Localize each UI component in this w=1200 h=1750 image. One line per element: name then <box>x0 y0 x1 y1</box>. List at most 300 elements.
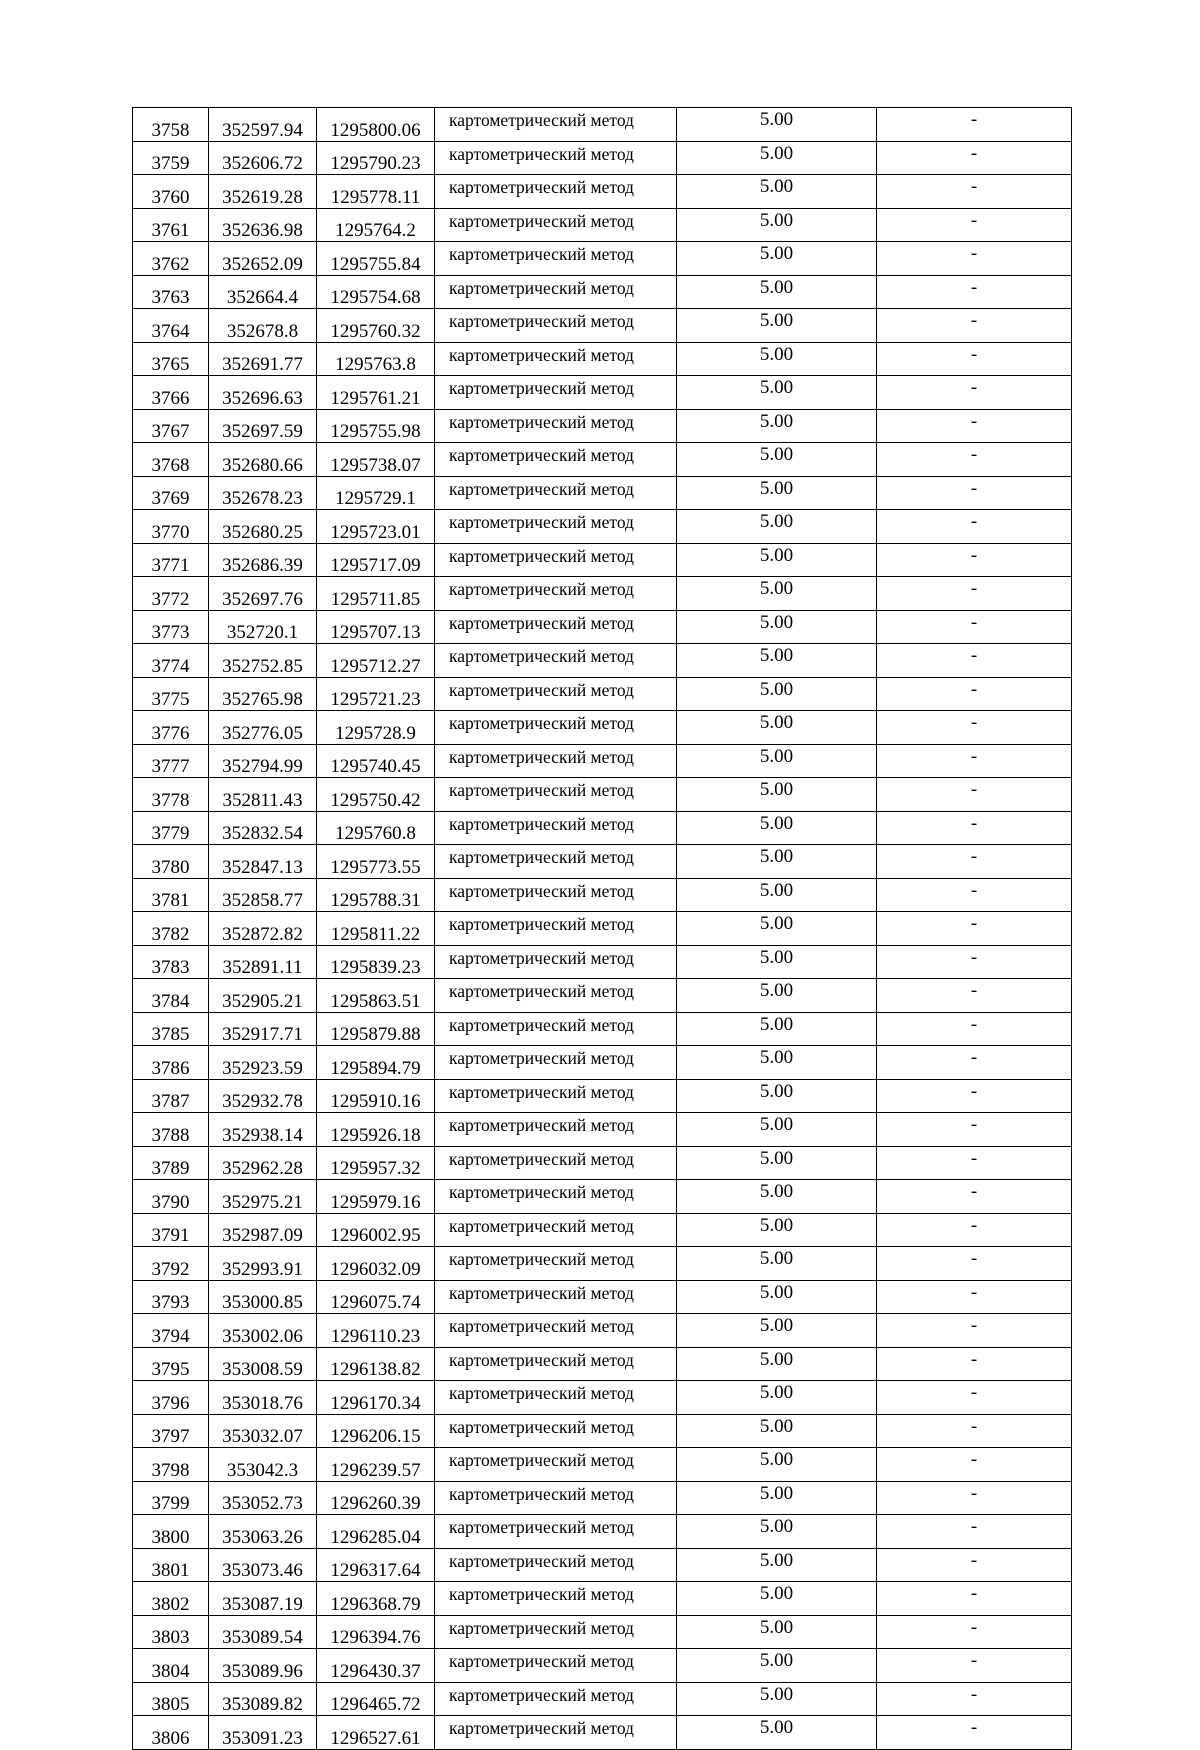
method-cell: картометрический метод <box>435 175 677 209</box>
method-cell: картометрический метод <box>435 1247 677 1281</box>
x-coordinate-cell: 352832.54 <box>209 811 317 845</box>
method-cell: картометрический метод <box>435 1481 677 1515</box>
y-coordinate-cell: 1295755.84 <box>317 242 435 276</box>
x-coordinate-cell: 352686.39 <box>209 543 317 577</box>
note-cell: - <box>877 1582 1072 1616</box>
point-number-cell: 3785 <box>133 1012 209 1046</box>
y-coordinate-cell: 1295723.01 <box>317 510 435 544</box>
table-row <box>133 845 1072 879</box>
method-cell: картометрический метод <box>435 1079 677 1113</box>
method-cell: картометрический метод <box>435 677 677 711</box>
accuracy-cell: 5.00 <box>677 1079 877 1113</box>
x-coordinate-cell: 352619.28 <box>209 175 317 209</box>
table-row <box>133 644 1072 678</box>
method-cell: картометрический метод <box>435 409 677 443</box>
accuracy-cell: 5.00 <box>677 309 877 343</box>
table-row <box>133 443 1072 477</box>
method-cell: картометрический метод <box>435 811 677 845</box>
y-coordinate-cell: 1295788.31 <box>317 878 435 912</box>
x-coordinate-cell: 352905.21 <box>209 979 317 1013</box>
accuracy-cell: 5.00 <box>677 275 877 309</box>
table-row <box>133 1649 1072 1683</box>
table-row <box>133 409 1072 443</box>
x-coordinate-cell: 352720.1 <box>209 610 317 644</box>
x-coordinate-cell: 353089.54 <box>209 1615 317 1649</box>
note-cell: - <box>877 409 1072 443</box>
point-number-cell: 3788 <box>133 1113 209 1147</box>
x-coordinate-cell: 352794.99 <box>209 744 317 778</box>
x-coordinate-cell: 353089.82 <box>209 1682 317 1716</box>
x-coordinate-cell: 352765.98 <box>209 677 317 711</box>
y-coordinate-cell: 1295712.27 <box>317 644 435 678</box>
x-coordinate-cell: 352691.77 <box>209 342 317 376</box>
point-number-cell: 3803 <box>133 1615 209 1649</box>
point-number-cell: 3795 <box>133 1347 209 1381</box>
point-number-cell: 3774 <box>133 644 209 678</box>
point-number-cell: 3802 <box>133 1582 209 1616</box>
accuracy-cell: 5.00 <box>677 1113 877 1147</box>
note-cell: - <box>877 309 1072 343</box>
x-coordinate-cell: 352847.13 <box>209 845 317 879</box>
table-row <box>133 1314 1072 1348</box>
method-cell: картометрический метод <box>435 878 677 912</box>
table-row <box>133 342 1072 376</box>
table-row <box>133 744 1072 778</box>
point-number-cell: 3763 <box>133 275 209 309</box>
accuracy-cell: 5.00 <box>677 376 877 410</box>
table-row <box>133 577 1072 611</box>
point-number-cell: 3789 <box>133 1146 209 1180</box>
table-row <box>133 1113 1072 1147</box>
x-coordinate-cell: 352680.25 <box>209 510 317 544</box>
method-cell: картометрический метод <box>435 1381 677 1415</box>
point-number-cell: 3797 <box>133 1414 209 1448</box>
x-coordinate-cell: 353052.73 <box>209 1481 317 1515</box>
point-number-cell: 3772 <box>133 577 209 611</box>
note-cell: - <box>877 979 1072 1013</box>
x-coordinate-cell: 352917.71 <box>209 1012 317 1046</box>
note-cell: - <box>877 1381 1072 1415</box>
accuracy-cell: 5.00 <box>677 1414 877 1448</box>
method-cell: картометрический метод <box>435 141 677 175</box>
table-row <box>133 1682 1072 1716</box>
note-cell: - <box>877 108 1072 142</box>
method-cell: картометрический метод <box>435 242 677 276</box>
table-row <box>133 1716 1072 1750</box>
point-number-cell: 3806 <box>133 1716 209 1750</box>
y-coordinate-cell: 1295738.07 <box>317 443 435 477</box>
x-coordinate-cell: 352664.4 <box>209 275 317 309</box>
x-coordinate-cell: 353073.46 <box>209 1548 317 1582</box>
note-cell: - <box>877 376 1072 410</box>
method-cell: картометрический метод <box>435 543 677 577</box>
accuracy-cell: 5.00 <box>677 342 877 376</box>
note-cell: - <box>877 778 1072 812</box>
accuracy-cell: 5.00 <box>677 1280 877 1314</box>
point-number-cell: 3787 <box>133 1079 209 1113</box>
point-number-cell: 3764 <box>133 309 209 343</box>
y-coordinate-cell: 1295879.88 <box>317 1012 435 1046</box>
note-cell: - <box>877 1180 1072 1214</box>
method-cell: картометрический метод <box>435 610 677 644</box>
y-coordinate-cell: 1295800.06 <box>317 108 435 142</box>
table-row <box>133 275 1072 309</box>
point-number-cell: 3771 <box>133 543 209 577</box>
note-cell: - <box>877 744 1072 778</box>
note-cell: - <box>877 543 1072 577</box>
y-coordinate-cell: 1295711.85 <box>317 577 435 611</box>
note-cell: - <box>877 175 1072 209</box>
method-cell: картометрический метод <box>435 979 677 1013</box>
coordinates-table <box>132 107 1072 1750</box>
accuracy-cell: 5.00 <box>677 1012 877 1046</box>
method-cell: картометрический метод <box>435 1280 677 1314</box>
y-coordinate-cell: 1295760.32 <box>317 309 435 343</box>
point-number-cell: 3790 <box>133 1180 209 1214</box>
point-number-cell: 3759 <box>133 141 209 175</box>
point-number-cell: 3786 <box>133 1046 209 1080</box>
table-row <box>133 912 1072 946</box>
method-cell: картометрический метод <box>435 108 677 142</box>
method-cell: картометрический метод <box>435 1682 677 1716</box>
accuracy-cell: 5.00 <box>677 1649 877 1683</box>
accuracy-cell: 5.00 <box>677 208 877 242</box>
accuracy-cell: 5.00 <box>677 1314 877 1348</box>
accuracy-cell: 5.00 <box>677 510 877 544</box>
table-row <box>133 878 1072 912</box>
x-coordinate-cell: 352752.85 <box>209 644 317 678</box>
table-row <box>133 1548 1072 1582</box>
x-coordinate-cell: 352923.59 <box>209 1046 317 1080</box>
x-coordinate-cell: 352652.09 <box>209 242 317 276</box>
accuracy-cell: 5.00 <box>677 1046 877 1080</box>
method-cell: картометрический метод <box>435 711 677 745</box>
note-cell: - <box>877 878 1072 912</box>
point-number-cell: 3783 <box>133 945 209 979</box>
accuracy-cell: 5.00 <box>677 1347 877 1381</box>
y-coordinate-cell: 1295707.13 <box>317 610 435 644</box>
note-cell: - <box>877 1548 1072 1582</box>
x-coordinate-cell: 352697.59 <box>209 409 317 443</box>
method-cell: картометрический метод <box>435 1314 677 1348</box>
note-cell: - <box>877 1481 1072 1515</box>
method-cell: картометрический метод <box>435 476 677 510</box>
y-coordinate-cell: 1295811.22 <box>317 912 435 946</box>
y-coordinate-cell: 1296170.34 <box>317 1381 435 1415</box>
method-cell: картометрический метод <box>435 1347 677 1381</box>
x-coordinate-cell: 352597.94 <box>209 108 317 142</box>
point-number-cell: 3801 <box>133 1548 209 1582</box>
y-coordinate-cell: 1296527.61 <box>317 1716 435 1750</box>
point-number-cell: 3767 <box>133 409 209 443</box>
method-cell: картометрический метод <box>435 845 677 879</box>
accuracy-cell: 5.00 <box>677 1213 877 1247</box>
accuracy-cell: 5.00 <box>677 945 877 979</box>
table-row <box>133 376 1072 410</box>
x-coordinate-cell: 352932.78 <box>209 1079 317 1113</box>
point-number-cell: 3779 <box>133 811 209 845</box>
y-coordinate-cell: 1296465.72 <box>317 1682 435 1716</box>
point-number-cell: 3793 <box>133 1280 209 1314</box>
y-coordinate-cell: 1295761.21 <box>317 376 435 410</box>
point-number-cell: 3794 <box>133 1314 209 1348</box>
y-coordinate-cell: 1296138.82 <box>317 1347 435 1381</box>
accuracy-cell: 5.00 <box>677 610 877 644</box>
x-coordinate-cell: 353018.76 <box>209 1381 317 1415</box>
y-coordinate-cell: 1295910.16 <box>317 1079 435 1113</box>
point-number-cell: 3780 <box>133 845 209 879</box>
x-coordinate-cell: 353089.96 <box>209 1649 317 1683</box>
y-coordinate-cell: 1295760.8 <box>317 811 435 845</box>
point-number-cell: 3770 <box>133 510 209 544</box>
table-row <box>133 175 1072 209</box>
note-cell: - <box>877 1615 1072 1649</box>
y-coordinate-cell: 1295750.42 <box>317 778 435 812</box>
point-number-cell: 3799 <box>133 1481 209 1515</box>
point-number-cell: 3782 <box>133 912 209 946</box>
x-coordinate-cell: 352938.14 <box>209 1113 317 1147</box>
note-cell: - <box>877 1012 1072 1046</box>
method-cell: картометрический метод <box>435 376 677 410</box>
y-coordinate-cell: 1295979.16 <box>317 1180 435 1214</box>
note-cell: - <box>877 1448 1072 1482</box>
point-number-cell: 3776 <box>133 711 209 745</box>
accuracy-cell: 5.00 <box>677 1548 877 1582</box>
x-coordinate-cell: 352987.09 <box>209 1213 317 1247</box>
accuracy-cell: 5.00 <box>677 242 877 276</box>
x-coordinate-cell: 352811.43 <box>209 778 317 812</box>
y-coordinate-cell: 1295754.68 <box>317 275 435 309</box>
note-cell: - <box>877 1414 1072 1448</box>
note-cell: - <box>877 510 1072 544</box>
point-number-cell: 3778 <box>133 778 209 812</box>
point-number-cell: 3766 <box>133 376 209 410</box>
x-coordinate-cell: 353000.85 <box>209 1280 317 1314</box>
note-cell: - <box>877 1716 1072 1750</box>
table-row <box>133 1079 1072 1113</box>
y-coordinate-cell: 1295926.18 <box>317 1113 435 1147</box>
table-row <box>133 979 1072 1013</box>
point-number-cell: 3805 <box>133 1682 209 1716</box>
note-cell: - <box>877 811 1072 845</box>
point-number-cell: 3775 <box>133 677 209 711</box>
y-coordinate-cell: 1295755.98 <box>317 409 435 443</box>
table-row <box>133 1180 1072 1214</box>
method-cell: картометрический метод <box>435 778 677 812</box>
table-row <box>133 1213 1072 1247</box>
table-row <box>133 1381 1072 1415</box>
note-cell: - <box>877 610 1072 644</box>
note-cell: - <box>877 1347 1072 1381</box>
table-row <box>133 610 1072 644</box>
method-cell: картометрический метод <box>435 1649 677 1683</box>
note-cell: - <box>877 1649 1072 1683</box>
accuracy-cell: 5.00 <box>677 1615 877 1649</box>
table-row <box>133 1448 1072 1482</box>
x-coordinate-cell: 352776.05 <box>209 711 317 745</box>
y-coordinate-cell: 1296239.57 <box>317 1448 435 1482</box>
method-cell: картометрический метод <box>435 1515 677 1549</box>
accuracy-cell: 5.00 <box>677 1146 877 1180</box>
table-row <box>133 1347 1072 1381</box>
note-cell: - <box>877 1046 1072 1080</box>
y-coordinate-cell: 1295717.09 <box>317 543 435 577</box>
note-cell: - <box>877 208 1072 242</box>
accuracy-cell: 5.00 <box>677 1381 877 1415</box>
point-number-cell: 3784 <box>133 979 209 1013</box>
y-coordinate-cell: 1295764.2 <box>317 208 435 242</box>
accuracy-cell: 5.00 <box>677 744 877 778</box>
method-cell: картометрический метод <box>435 577 677 611</box>
method-cell: картометрический метод <box>435 744 677 778</box>
note-cell: - <box>877 711 1072 745</box>
method-cell: картометрический метод <box>435 443 677 477</box>
table-row <box>133 945 1072 979</box>
note-cell: - <box>877 1280 1072 1314</box>
y-coordinate-cell: 1296394.76 <box>317 1615 435 1649</box>
x-coordinate-cell: 352872.82 <box>209 912 317 946</box>
x-coordinate-cell: 352636.98 <box>209 208 317 242</box>
accuracy-cell: 5.00 <box>677 644 877 678</box>
table-row <box>133 1414 1072 1448</box>
table-row <box>133 510 1072 544</box>
note-cell: - <box>877 275 1072 309</box>
coordinates-table-body <box>133 108 1072 1750</box>
note-cell: - <box>877 945 1072 979</box>
accuracy-cell: 5.00 <box>677 108 877 142</box>
note-cell: - <box>877 1682 1072 1716</box>
x-coordinate-cell: 353002.06 <box>209 1314 317 1348</box>
y-coordinate-cell: 1295763.8 <box>317 342 435 376</box>
method-cell: картометрический метод <box>435 309 677 343</box>
table-row <box>133 242 1072 276</box>
x-coordinate-cell: 353063.26 <box>209 1515 317 1549</box>
note-cell: - <box>877 342 1072 376</box>
method-cell: картометрический метод <box>435 1448 677 1482</box>
note-cell: - <box>877 577 1072 611</box>
table-row <box>133 1582 1072 1616</box>
x-coordinate-cell: 352606.72 <box>209 141 317 175</box>
point-number-cell: 3773 <box>133 610 209 644</box>
note-cell: - <box>877 1113 1072 1147</box>
note-cell: - <box>877 1247 1072 1281</box>
accuracy-cell: 5.00 <box>677 878 877 912</box>
y-coordinate-cell: 1295729.1 <box>317 476 435 510</box>
table-row <box>133 1515 1072 1549</box>
method-cell: картометрический метод <box>435 912 677 946</box>
note-cell: - <box>877 141 1072 175</box>
point-number-cell: 3804 <box>133 1649 209 1683</box>
point-number-cell: 3768 <box>133 443 209 477</box>
note-cell: - <box>877 1314 1072 1348</box>
note-cell: - <box>877 1515 1072 1549</box>
point-number-cell: 3798 <box>133 1448 209 1482</box>
accuracy-cell: 5.00 <box>677 1247 877 1281</box>
method-cell: картометрический метод <box>435 1113 677 1147</box>
y-coordinate-cell: 1296285.04 <box>317 1515 435 1549</box>
x-coordinate-cell: 352891.11 <box>209 945 317 979</box>
table-row <box>133 543 1072 577</box>
accuracy-cell: 5.00 <box>677 1448 877 1482</box>
note-cell: - <box>877 476 1072 510</box>
y-coordinate-cell: 1296368.79 <box>317 1582 435 1616</box>
table-row <box>133 141 1072 175</box>
accuracy-cell: 5.00 <box>677 577 877 611</box>
point-number-cell: 3796 <box>133 1381 209 1415</box>
note-cell: - <box>877 1146 1072 1180</box>
note-cell: - <box>877 1213 1072 1247</box>
accuracy-cell: 5.00 <box>677 443 877 477</box>
point-number-cell: 3791 <box>133 1213 209 1247</box>
x-coordinate-cell: 352993.91 <box>209 1247 317 1281</box>
accuracy-cell: 5.00 <box>677 409 877 443</box>
table-row <box>133 1146 1072 1180</box>
table-row <box>133 1247 1072 1281</box>
y-coordinate-cell: 1295790.23 <box>317 141 435 175</box>
y-coordinate-cell: 1295839.23 <box>317 945 435 979</box>
table-row <box>133 677 1072 711</box>
accuracy-cell: 5.00 <box>677 711 877 745</box>
x-coordinate-cell: 353008.59 <box>209 1347 317 1381</box>
accuracy-cell: 5.00 <box>677 1716 877 1750</box>
accuracy-cell: 5.00 <box>677 811 877 845</box>
method-cell: картометрический метод <box>435 1716 677 1750</box>
note-cell: - <box>877 677 1072 711</box>
accuracy-cell: 5.00 <box>677 141 877 175</box>
accuracy-cell: 5.00 <box>677 912 877 946</box>
y-coordinate-cell: 1296002.95 <box>317 1213 435 1247</box>
table-row <box>133 1012 1072 1046</box>
note-cell: - <box>877 644 1072 678</box>
method-cell: картометрический метод <box>435 1146 677 1180</box>
table-row <box>133 1615 1072 1649</box>
y-coordinate-cell: 1296317.64 <box>317 1548 435 1582</box>
point-number-cell: 3777 <box>133 744 209 778</box>
x-coordinate-cell: 352858.77 <box>209 878 317 912</box>
point-number-cell: 3769 <box>133 476 209 510</box>
accuracy-cell: 5.00 <box>677 1682 877 1716</box>
accuracy-cell: 5.00 <box>677 175 877 209</box>
y-coordinate-cell: 1295863.51 <box>317 979 435 1013</box>
point-number-cell: 3762 <box>133 242 209 276</box>
method-cell: картометрический метод <box>435 1046 677 1080</box>
x-coordinate-cell: 353087.19 <box>209 1582 317 1616</box>
table-row <box>133 476 1072 510</box>
y-coordinate-cell: 1295778.11 <box>317 175 435 209</box>
x-coordinate-cell: 353091.23 <box>209 1716 317 1750</box>
note-cell: - <box>877 443 1072 477</box>
accuracy-cell: 5.00 <box>677 1515 877 1549</box>
x-coordinate-cell: 352678.8 <box>209 309 317 343</box>
table-row <box>133 811 1072 845</box>
table-row <box>133 1481 1072 1515</box>
accuracy-cell: 5.00 <box>677 845 877 879</box>
y-coordinate-cell: 1295740.45 <box>317 744 435 778</box>
x-coordinate-cell: 352975.21 <box>209 1180 317 1214</box>
y-coordinate-cell: 1296430.37 <box>317 1649 435 1683</box>
point-number-cell: 3781 <box>133 878 209 912</box>
y-coordinate-cell: 1295721.23 <box>317 677 435 711</box>
x-coordinate-cell: 352680.66 <box>209 443 317 477</box>
y-coordinate-cell: 1295728.9 <box>317 711 435 745</box>
accuracy-cell: 5.00 <box>677 1180 877 1214</box>
method-cell: картометрический метод <box>435 1615 677 1649</box>
table-row <box>133 108 1072 142</box>
note-cell: - <box>877 242 1072 276</box>
method-cell: картометрический метод <box>435 510 677 544</box>
method-cell: картометрический метод <box>435 1180 677 1214</box>
note-cell: - <box>877 845 1072 879</box>
